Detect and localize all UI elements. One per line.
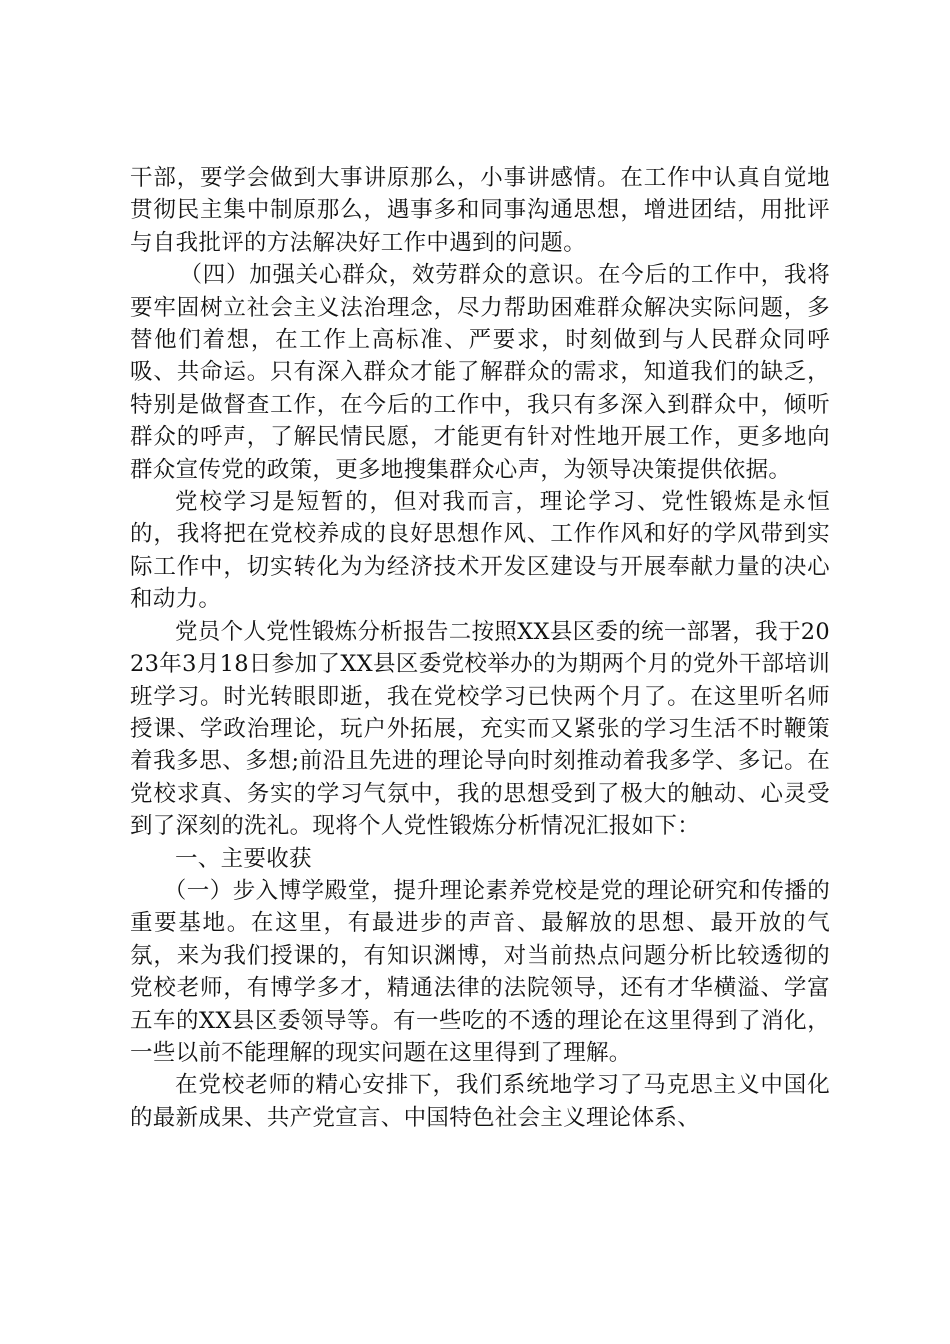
paragraph-study-content: 在党校老师的精心安排下，我们系统地学习了马克思主义中国化的最新成果、共产党宣言、中国特色社会主义理论体系、	[130, 1072, 830, 1131]
heading-main-gains: 一、主要收获	[175, 845, 312, 872]
paragraph-continuation: 干部，要学会做到大事讲原那么，小事讲感情。在工作中认真自觉地贯彻民主集中制原那么，遇事多和同事沟通思想，增进团结，用批评与自我批评的方法解决好工作中遇到的问题。	[130, 165, 830, 256]
paragraph-section-four: （四）加强关心群众，效劳群众的意识。在今后的工作中，我将要牢固树立社会主义法治理念，尽力帮助困难群众解决实际问题，多替他们着想，在工作上高标准、严要求，时刻做到与人民群众同呼吸、共命运。只有深入群众才能了解群众的需求，知道我们的缺乏，特别是做督查工作，在今后的工作中，我只有多深入到群众中，倾听群众的呼声，了解民情民愿，才能更有针对性地开展工作，更多地向群众宣传党的政策，更多地搜集群众心声，为领导决策提供依据。	[130, 262, 830, 483]
paragraph-party-school-summary: 党校学习是短暂的，但对我而言，理论学习、党性锻炼是永恒的，我将把在党校养成的良好思想作风、工作作风和好的学风带到实际工作中，切实转化为为经济技术开发区建设与开展奉献力量的决心和动力。	[130, 489, 830, 613]
document-body	[130, 162, 830, 1134]
paragraph-section-one: （一）步入博学殿堂，提升理论素养党校是党的理论研究和传播的重要基地。在这里，有最进步的声音、最解放的思想、最开放的气氛，来为我们授课的，有知识渊博，对当前热点问题分析比较透彻的党校老师，有博学多才，精通法律的法院领导，还有才华横溢、学富五车的XX县区委领导等。有一些吃的不透的理论在这里得到了消化，一些以前不能理解的现实问题在这里得到了理解。	[130, 877, 830, 1066]
paragraph-report-two-intro: 党员个人党性锻炼分析报告二按照XX县区委的统一部署，我于2023年3月18日参加了XX县区委党校举办的为期两个月的党外干部培训班学习。时光转眼即逝，我在党校学习已快两个月了。在这里听名师授课、学政治理论，玩户外拓展，充实而又紧张的学习生活不时鞭策着我多思、多想;前沿且先进的理论导向时刻推动着我多学、多记。在党校求真、务实的学习气氛中，我的思想受到了极大的触动、心灵受到了深刻的洗礼。现将个人党性锻炼分析情况汇报如下：	[130, 618, 830, 840]
